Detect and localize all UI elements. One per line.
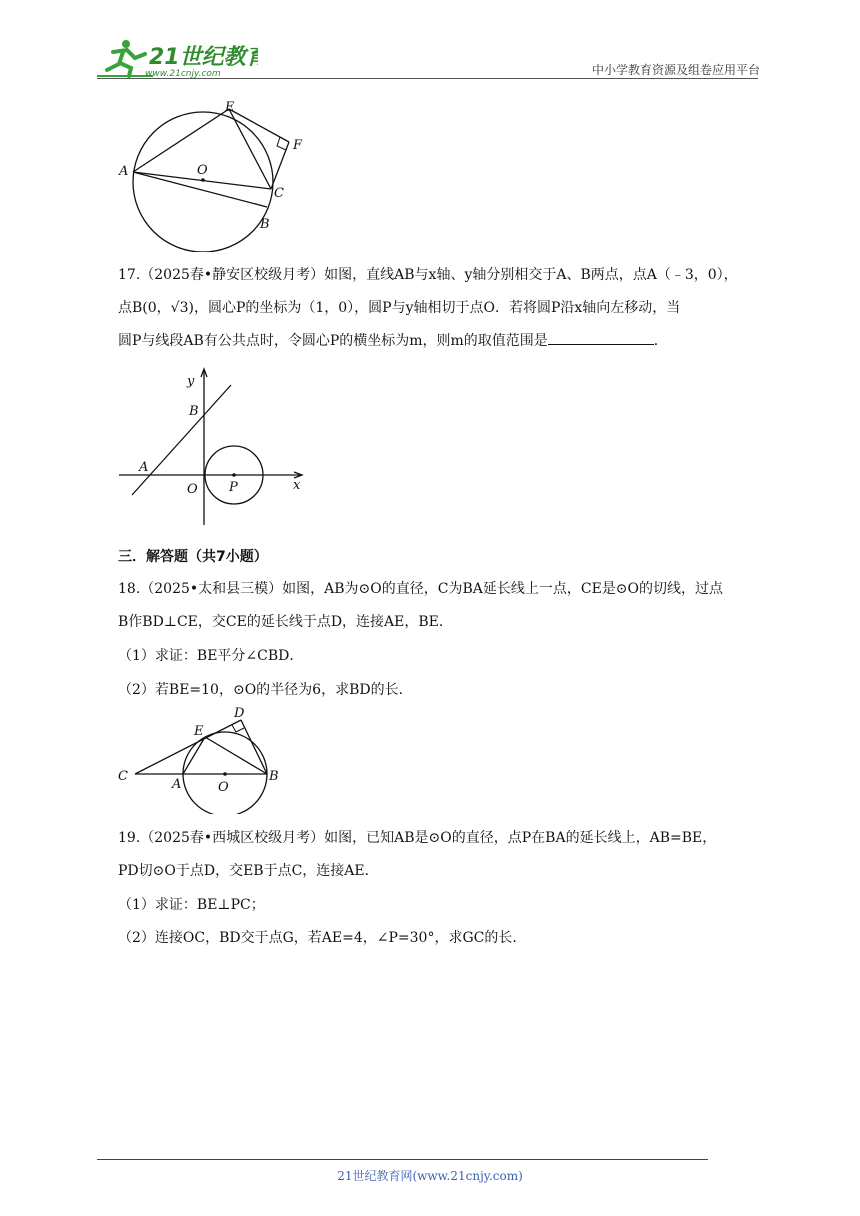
q18-part1: （1）求证：BE平分∠CBD． — [118, 648, 304, 664]
q17-text-line2: 点B(0，√3)，圆心P的坐标为（1，0），圆P与y轴相切于点O．若将圆P沿x轴向左移动，当 — [118, 300, 681, 316]
fig18-label-a: A — [172, 777, 182, 792]
fig16-label-b: B — [260, 217, 270, 232]
q17-source: （2025春•静安区校级月考） — [140, 267, 325, 283]
fig17-label-a: A — [139, 460, 149, 475]
q17-line3 — [118, 332, 668, 350]
footer-link[interactable]: 21世纪教育网(www.21cnjy.com) — [337, 1169, 523, 1183]
q19-source: （2025春•西城区校级月考） — [140, 830, 325, 846]
fig17-label-o: O — [187, 482, 198, 497]
fig18-label-d: D — [234, 706, 245, 721]
fig16-label-o: O — [197, 163, 208, 178]
q17-text-line1: 如图，直线AB与x轴、y轴分别相交于A、B两点，点A（﹣3，0）， — [324, 267, 738, 283]
q18-text-line1: 如图，AB为⊙O的直径，C为BA延长线上一点，CE是⊙O的切线，过点 — [282, 581, 724, 597]
figure-q18 — [117, 704, 287, 818]
q17-answer-blank[interactable] — [548, 332, 654, 345]
fig16-label-e: E — [225, 100, 235, 115]
header-divider — [97, 78, 758, 79]
fig18-label-c: C — [118, 769, 128, 784]
q19-text-line2: PD切⊙O于点D，交EB于点C，连接AE． — [118, 863, 379, 879]
fig18-label-e: E — [194, 724, 204, 739]
figure-q16 — [117, 97, 307, 256]
q17-text-end: ． — [653, 333, 668, 349]
fig18-label-o: O — [218, 780, 229, 795]
q18-part2: （2）若BE=10，⊙O的半径为6，求BD的长． — [118, 682, 413, 698]
fig17-label-x: x — [293, 478, 301, 493]
fig17-label-p: P — [229, 480, 238, 495]
q17-text-line3: 圆P与线段AB有公共点时，令圆心P的横坐标为m，则m的取值范围是 — [118, 333, 548, 349]
q18-number: 18. — [118, 581, 141, 597]
q17-line1 — [118, 266, 738, 284]
q19-part2: （2）连接OC，BD交于点G，若AE=4，∠P=30°，求GC的长． — [118, 930, 527, 946]
section-heading: 三．解答题（共7小题） — [118, 549, 268, 565]
q18-text-line2: B作BD⊥CE，交CE的延长线于点D，连接AE，BE． — [118, 614, 453, 630]
fig17-label-y: y — [187, 374, 195, 389]
platform-name: 中小学教育资源及组卷应用平台 — [591, 63, 760, 77]
site-logo — [93, 36, 258, 80]
q18-source: （2025•太和县三模） — [140, 581, 283, 597]
fig16-label-a: A — [119, 164, 129, 179]
logo-url: www.21cnjy.com — [145, 69, 221, 79]
q17-number: 17. — [118, 267, 141, 283]
footer-divider — [97, 1159, 708, 1160]
fig16-label-f: F — [293, 138, 303, 153]
q19-text-line1: 如图，已知AB是⊙O的直径，点P在BA的延长线上，AB=BE， — [324, 830, 717, 846]
logo-text: 21世纪教育 — [149, 45, 258, 70]
figure-q17 — [117, 365, 307, 531]
q19-line1 — [118, 829, 716, 847]
fig17-label-b: B — [189, 404, 199, 419]
fig18-label-b: B — [269, 769, 279, 784]
fig16-label-c: C — [274, 186, 284, 201]
q18-line1 — [118, 580, 723, 598]
q19-part1: （1）求证：BE⊥PC； — [118, 897, 265, 913]
q19-number: 19. — [118, 830, 141, 846]
